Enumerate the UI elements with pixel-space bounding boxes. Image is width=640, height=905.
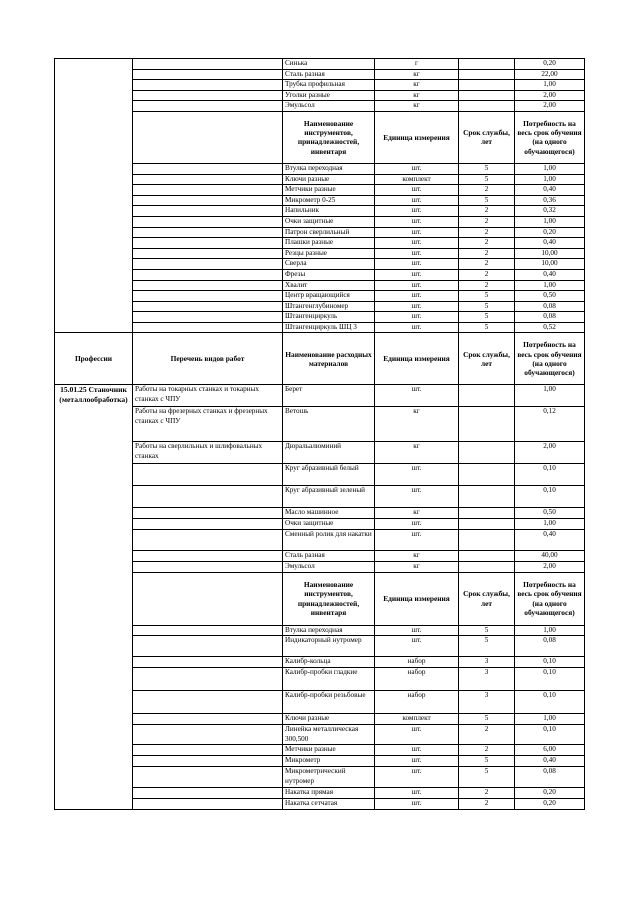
- life-cell: 5: [459, 756, 515, 767]
- works-cell-empty: [133, 216, 283, 227]
- item-name-cell: Сменный ролик для накатки: [283, 530, 375, 551]
- unit-cell: шт.: [375, 725, 459, 745]
- need-cell: 6,00: [515, 745, 585, 756]
- need-cell: 10,00: [515, 259, 585, 270]
- item-name-cell: Ветошь: [283, 407, 375, 442]
- need-cell: 0,40: [515, 530, 585, 551]
- need-cell: 1,00: [515, 714, 585, 725]
- works-cell-empty: [133, 322, 283, 333]
- life-cell: [459, 90, 515, 101]
- need-cell: 22,00: [515, 69, 585, 80]
- item-name-cell: Ключи разные: [283, 714, 375, 725]
- unit-cell: шт.: [375, 519, 459, 530]
- item-name-cell: Микрометр 0-25: [283, 195, 375, 206]
- header-life: Срок службы, лет: [459, 111, 515, 163]
- need-cell: 0,40: [515, 269, 585, 280]
- table-row: [55, 464, 585, 486]
- work-type: Работы на фрезерных станках и фрезерных станках с ЧПУ: [133, 407, 283, 442]
- table-row: [55, 259, 585, 270]
- item-name-cell: Втулка переходная: [283, 163, 375, 174]
- table-row: [55, 756, 585, 767]
- table-row: [55, 625, 585, 636]
- unit-cell: шт.: [375, 322, 459, 333]
- item-name-cell: Линейка металлическая 300,500: [283, 725, 375, 745]
- need-cell: 0,40: [515, 238, 585, 249]
- unit-cell: шт.: [375, 788, 459, 799]
- table-row: [55, 562, 585, 573]
- unit-cell: шт.: [375, 291, 459, 302]
- life-cell: 5: [459, 174, 515, 185]
- works-cell-empty: [133, 80, 283, 91]
- item-name-cell: Калибр-кольца: [283, 657, 375, 668]
- unit-cell: шт.: [375, 195, 459, 206]
- works-cell-empty: [133, 767, 283, 788]
- header-item-name: Наименование расходных материалов: [283, 333, 375, 385]
- life-cell: [459, 80, 515, 91]
- life-cell: [459, 101, 515, 112]
- life-cell: 2: [459, 216, 515, 227]
- need-cell: 0,52: [515, 322, 585, 333]
- item-name-cell: Эмульсол: [283, 562, 375, 573]
- item-name-cell: Напильник: [283, 206, 375, 217]
- life-cell: 2: [459, 269, 515, 280]
- life-cell: [459, 407, 515, 442]
- table-row: [55, 238, 585, 249]
- item-name-cell: Центр вращающийся: [283, 291, 375, 302]
- table-row: [55, 185, 585, 196]
- table-row: [55, 216, 585, 227]
- need-cell: 0,10: [515, 486, 585, 508]
- item-name-cell: Штангенглубиномер: [283, 301, 375, 312]
- need-cell: 0,50: [515, 508, 585, 519]
- life-cell: 3: [459, 668, 515, 691]
- need-cell: 1,00: [515, 163, 585, 174]
- item-name-cell: Микрометрический нутромер: [283, 767, 375, 788]
- item-name-cell: Масло машинное: [283, 508, 375, 519]
- need-cell: 0,40: [515, 756, 585, 767]
- table-row: [55, 788, 585, 799]
- unit-cell: шт.: [375, 625, 459, 636]
- table-row: [55, 530, 585, 551]
- table-row: [55, 322, 585, 333]
- works-cell-empty: [133, 227, 283, 238]
- life-cell: 2: [459, 248, 515, 259]
- works-cell-empty: [133, 238, 283, 249]
- unit-cell: кг: [375, 80, 459, 91]
- life-cell: [459, 551, 515, 562]
- works-cell-empty: [133, 725, 283, 745]
- works-cell-empty: [133, 69, 283, 80]
- table-row: [55, 572, 585, 625]
- unit-cell: шт.: [375, 216, 459, 227]
- need-cell: 0,12: [515, 407, 585, 442]
- table-row: [55, 442, 585, 464]
- equipment-table: [54, 58, 585, 810]
- table-row: [55, 301, 585, 312]
- life-cell: 2: [459, 799, 515, 810]
- table-row: [55, 767, 585, 788]
- item-name-cell: Сталь разная: [283, 551, 375, 562]
- need-cell: 0,20: [515, 59, 585, 70]
- need-cell: 1,00: [515, 519, 585, 530]
- item-name-cell: Эмульсол: [283, 101, 375, 112]
- header-life: Срок службы, лет: [459, 333, 515, 385]
- table-row: [55, 508, 585, 519]
- work-type: Работы на токарных станках и токарных станках с ЧПУ: [133, 385, 283, 407]
- unit-cell: кг: [375, 508, 459, 519]
- unit-cell: шт.: [375, 745, 459, 756]
- header-unit: Единица измерения: [375, 333, 459, 385]
- item-name-cell: Ключи разные: [283, 174, 375, 185]
- need-cell: 0,10: [515, 725, 585, 745]
- table-row: [55, 714, 585, 725]
- item-name-cell: Калибр-пробки гладкие: [283, 668, 375, 691]
- item-name-cell: Штангенциркуль: [283, 312, 375, 323]
- table-row: [55, 691, 585, 714]
- unit-cell: шт.: [375, 756, 459, 767]
- item-name-cell: Индикаторный нутромер: [283, 636, 375, 657]
- item-name-cell: Фрезы: [283, 269, 375, 280]
- works-cell-empty: [133, 291, 283, 302]
- unit-cell: шт.: [375, 767, 459, 788]
- need-cell: 0,40: [515, 185, 585, 196]
- need-cell: 0,08: [515, 636, 585, 657]
- need-cell: 1,00: [515, 280, 585, 291]
- works-cell-empty: [133, 551, 283, 562]
- unit-cell: набор: [375, 668, 459, 691]
- item-name-cell: Берет: [283, 385, 375, 407]
- need-cell: 0,08: [515, 767, 585, 788]
- table-row: [55, 551, 585, 562]
- need-cell: 10,00: [515, 248, 585, 259]
- life-cell: 5: [459, 636, 515, 657]
- works-cell-empty: [133, 163, 283, 174]
- life-cell: 5: [459, 767, 515, 788]
- works-cell-empty: [133, 625, 283, 636]
- life-cell: 5: [459, 291, 515, 302]
- life-cell: [459, 59, 515, 70]
- unit-cell: кг: [375, 442, 459, 464]
- table-row: [55, 745, 585, 756]
- header-unit: Единица измерения: [375, 111, 459, 163]
- works-cell-empty: [133, 90, 283, 101]
- table-row: [55, 725, 585, 745]
- table-row: [55, 80, 585, 91]
- life-cell: 5: [459, 195, 515, 206]
- unit-cell: шт.: [375, 464, 459, 486]
- need-cell: 0,20: [515, 788, 585, 799]
- table-row: [55, 486, 585, 508]
- item-name-cell: Патрон сверлильный: [283, 227, 375, 238]
- works-cell-empty: [133, 668, 283, 691]
- item-name-cell: Дюральалюминий: [283, 442, 375, 464]
- unit-cell: шт.: [375, 227, 459, 238]
- table-row: [55, 636, 585, 657]
- works-cell-empty: [133, 636, 283, 657]
- item-name-cell: Трубка профильная: [283, 80, 375, 91]
- need-cell: 1,00: [515, 174, 585, 185]
- unit-cell: шт.: [375, 259, 459, 270]
- need-cell: 0,32: [515, 206, 585, 217]
- life-cell: 5: [459, 312, 515, 323]
- unit-cell: шт.: [375, 269, 459, 280]
- unit-cell: комплект: [375, 714, 459, 725]
- item-name-cell: Очки защитные: [283, 216, 375, 227]
- profession-name: 15.01.25 Станочник (металлообработка): [55, 385, 133, 810]
- life-cell: 5: [459, 163, 515, 174]
- works-cell-empty: [133, 59, 283, 70]
- unit-cell: шт.: [375, 248, 459, 259]
- unit-cell: шт.: [375, 385, 459, 407]
- unit-cell: кг: [375, 407, 459, 442]
- need-cell: 0,10: [515, 668, 585, 691]
- unit-cell: кг: [375, 90, 459, 101]
- works-cell-empty: [133, 799, 283, 810]
- item-name-cell: Синька: [283, 59, 375, 70]
- need-cell: 0,10: [515, 657, 585, 668]
- need-cell: 2,00: [515, 442, 585, 464]
- item-name-cell: Калибр-пробки резьбовые: [283, 691, 375, 714]
- life-cell: 2: [459, 206, 515, 217]
- item-name-cell: Микрометр: [283, 756, 375, 767]
- life-cell: 3: [459, 657, 515, 668]
- unit-cell: шт.: [375, 185, 459, 196]
- life-cell: 5: [459, 625, 515, 636]
- life-cell: 2: [459, 227, 515, 238]
- unit-cell: кг: [375, 551, 459, 562]
- works-cell-empty: [133, 691, 283, 714]
- unit-cell: шт.: [375, 799, 459, 810]
- unit-cell: шт.: [375, 312, 459, 323]
- life-cell: 2: [459, 280, 515, 291]
- works-cell-empty: [133, 756, 283, 767]
- works-cell-empty: [133, 206, 283, 217]
- table-row: [55, 407, 585, 442]
- works-cell-empty: [133, 788, 283, 799]
- works-cell-empty: [133, 301, 283, 312]
- item-name-cell: Накатка сетчатая: [283, 799, 375, 810]
- life-cell: 2: [459, 185, 515, 196]
- item-name-cell: Круг абразивный белый: [283, 464, 375, 486]
- table-row: [55, 163, 585, 174]
- item-name-cell: Сталь разная: [283, 69, 375, 80]
- life-cell: [459, 442, 515, 464]
- life-cell: [459, 519, 515, 530]
- need-cell: 2,00: [515, 562, 585, 573]
- life-cell: 2: [459, 259, 515, 270]
- works-cell-empty: [133, 519, 283, 530]
- life-cell: 2: [459, 725, 515, 745]
- table-row: [55, 111, 585, 163]
- need-cell: 0,36: [515, 195, 585, 206]
- table-row: [55, 227, 585, 238]
- need-cell: 0,08: [515, 301, 585, 312]
- works-cell-empty: [133, 280, 283, 291]
- item-name-cell: Круг абразивный зеленый: [283, 486, 375, 508]
- item-name-cell: Метчики разные: [283, 745, 375, 756]
- unit-cell: шт.: [375, 238, 459, 249]
- life-cell: [459, 562, 515, 573]
- works-cell-empty: [133, 185, 283, 196]
- table-row: [55, 519, 585, 530]
- works-cell-empty: [133, 486, 283, 508]
- need-cell: 0,08: [515, 312, 585, 323]
- table-row: [55, 101, 585, 112]
- unit-cell: шт.: [375, 636, 459, 657]
- unit-cell: шт.: [375, 486, 459, 508]
- life-cell: [459, 464, 515, 486]
- table-row: [55, 657, 585, 668]
- life-cell: [459, 69, 515, 80]
- life-cell: 2: [459, 238, 515, 249]
- life-cell: [459, 486, 515, 508]
- table-row: [55, 90, 585, 101]
- unit-cell: шт.: [375, 280, 459, 291]
- need-cell: 0,10: [515, 464, 585, 486]
- works-cell-empty: [133, 248, 283, 259]
- table-row: [55, 291, 585, 302]
- life-cell: [459, 508, 515, 519]
- unit-cell: набор: [375, 657, 459, 668]
- table-row: [55, 195, 585, 206]
- life-cell: 5: [459, 714, 515, 725]
- life-cell: [459, 385, 515, 407]
- works-cell-empty: [133, 101, 283, 112]
- item-name-cell: Штангенциркуль ШЦ 3: [283, 322, 375, 333]
- works-cell-empty: [133, 195, 283, 206]
- need-cell: 0,50: [515, 291, 585, 302]
- need-cell: 1,00: [515, 216, 585, 227]
- item-name-cell: Сверла: [283, 259, 375, 270]
- need-cell: 0,20: [515, 227, 585, 238]
- table-row: [55, 269, 585, 280]
- need-cell: 1,00: [515, 385, 585, 407]
- table-row: [55, 668, 585, 691]
- works-cell-empty: [133, 745, 283, 756]
- works-cell-empty: [133, 312, 283, 323]
- need-cell: 2,00: [515, 101, 585, 112]
- item-name-cell: Втулка переходная: [283, 625, 375, 636]
- table-row: [55, 312, 585, 323]
- item-name-cell: Хвалит: [283, 280, 375, 291]
- works-cell-empty: [133, 111, 283, 163]
- need-cell: 0,20: [515, 799, 585, 810]
- table-row: [55, 69, 585, 80]
- need-cell: 0,10: [515, 691, 585, 714]
- item-name-cell: Накатка прямая: [283, 788, 375, 799]
- table-row: [55, 385, 585, 407]
- life-cell: 3: [459, 691, 515, 714]
- life-cell: 2: [459, 745, 515, 756]
- table-row: [55, 280, 585, 291]
- item-name-cell: Плашки разные: [283, 238, 375, 249]
- unit-cell: кг: [375, 562, 459, 573]
- item-name-cell: Резцы разные: [283, 248, 375, 259]
- life-cell: 5: [459, 322, 515, 333]
- works-cell-empty: [133, 269, 283, 280]
- unit-cell: кг: [375, 101, 459, 112]
- work-type: Работы на сверлильных и шлифовальных станках: [133, 442, 283, 464]
- need-cell: 1,00: [515, 625, 585, 636]
- header-item-name: Наименование инструментов, принадлежностей, инвентаря: [283, 111, 375, 163]
- profession-cell-empty: [55, 59, 133, 333]
- life-cell: 5: [459, 301, 515, 312]
- works-cell-empty: [133, 259, 283, 270]
- need-cell: 1,00: [515, 80, 585, 91]
- header-unit: Единица измерения: [375, 572, 459, 625]
- header-works: Перечень видов работ: [133, 333, 283, 385]
- works-cell-empty: [133, 572, 283, 625]
- unit-cell: комплект: [375, 174, 459, 185]
- unit-cell: шт.: [375, 163, 459, 174]
- unit-cell: шт.: [375, 301, 459, 312]
- table-row: [55, 174, 585, 185]
- unit-cell: кг: [375, 69, 459, 80]
- header-need: Потребность на весь срок обучения (на одного обучающегося): [515, 111, 585, 163]
- item-name-cell: Уголки разные: [283, 90, 375, 101]
- unit-cell: шт.: [375, 206, 459, 217]
- item-name-cell: Очки защитные: [283, 519, 375, 530]
- need-cell: 2,00: [515, 90, 585, 101]
- header-profession: Профессии: [55, 333, 133, 385]
- header-need: Потребность на весь срок обучения (на одного обучающегося): [515, 572, 585, 625]
- works-cell-empty: [133, 508, 283, 519]
- header-need: Потребность на весь срок обучения (на одного обучающегося): [515, 333, 585, 385]
- item-name-cell: Метчики разные: [283, 185, 375, 196]
- life-cell: [459, 530, 515, 551]
- unit-cell: шт.: [375, 530, 459, 551]
- works-cell-empty: [133, 530, 283, 551]
- works-cell-empty: [133, 714, 283, 725]
- header-item-name: Наименование инструментов, принадлежностей, инвентаря: [283, 572, 375, 625]
- unit-cell: г: [375, 59, 459, 70]
- table-row: [55, 248, 585, 259]
- header-life: Срок службы, лет: [459, 572, 515, 625]
- works-cell-empty: [133, 464, 283, 486]
- need-cell: 40,00: [515, 551, 585, 562]
- life-cell: 2: [459, 788, 515, 799]
- works-cell-empty: [133, 562, 283, 573]
- table-row: [55, 333, 585, 385]
- table-row: [55, 799, 585, 810]
- works-cell-empty: [133, 174, 283, 185]
- unit-cell: набор: [375, 691, 459, 714]
- table-row: [55, 206, 585, 217]
- table-row: [55, 59, 585, 70]
- works-cell-empty: [133, 657, 283, 668]
